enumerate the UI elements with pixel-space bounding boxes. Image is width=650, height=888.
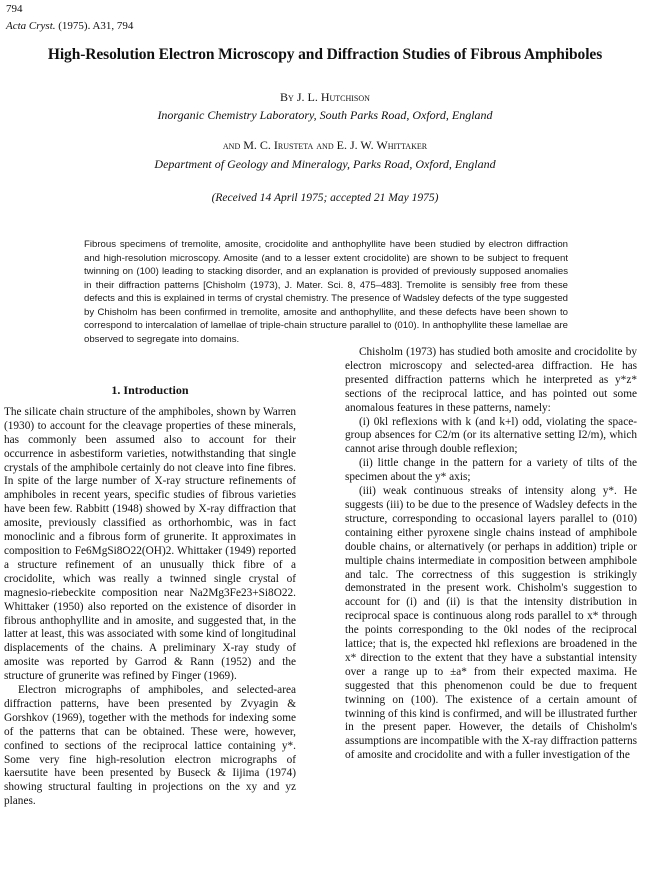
paper-title: High-Resolution Electron Microscopy and Diffraction Studies of Fibrous Amphiboles	[47, 46, 603, 63]
journal-name: Acta Cryst.	[6, 20, 56, 32]
paragraph: Electron micrographs of amphiboles, and selected-area diffraction patterns, have been presented by Zvyagin & Gorshkov (1969), together with the methods for indexing some of the patterns that can be obtained. These were, however, confined to sections of the reciprocal lattice containing y*. Some very fine high-resolution electron micrographs of kaersutite have been presented by Buseck & Iijima (1974) showing structural faulting in projections on the xy and yz planes.	[4, 684, 296, 808]
received-dates: (Received 14 April 1975; accepted 21 May 1975)	[211, 192, 439, 204]
paragraph: Chisholm (1973) has studied both amosite and crocidolite by electron microscopy and selected-area diffraction. He has presented diffraction patterns which he interpreted as y*z* sections of the reciprocal lattice, and has pointed out some anomalous features in these patterns, namely:	[345, 346, 637, 414]
author-names-2: M. C. Irusteta and E. J. W. Whittaker	[243, 138, 428, 152]
page-number: 794	[6, 3, 23, 15]
left-column	[4, 378, 296, 809]
journal-citation	[6, 20, 133, 32]
paragraph: The silicate chain structure of the amphiboles, shown by Warren (1930) to account for the cleavage properties of these minerals, has commonly been assumed also to account for their occurrence in asbestiform varieties, notwithstanding that single crystals of the amphibole certainly do not cleave into fine fibres. In spite of the large number of X-ray structure refinements of amphiboles in recent years, specific studies of fibrous varieties have been few. Rabbitt (1948) showed by X-ray diffraction that amosite, previously classified as orthorhombic, was in fact monoclinic and a fibrous form of grunerite. It approximates in composition to Fe6MgSi8O22(OH)2. Whittaker (1949) reported a structure refinement of an unusually thick fibre of a crocidolite, which was really a twinned single crystal of magnesio-riebeckite composition near Na2Mg3Fe23+Si8O22. Whittaker (1950) also reported on the existence of disorder in fibrous anthophyllite and in amosite, and suggested that, in the latter at least, this was associated with some kind of longitudinal displacements of the chains. A preliminary X-ray study of amosite was reported by Garrod & Rann (1952) and the structure of grunerite was refined by Finger (1969).	[4, 405, 296, 683]
section-heading-introduction: 1. Introduction	[111, 383, 189, 397]
author-line-2	[0, 138, 650, 153]
abstract: Fibrous specimens of tremolite, amosite, crocidolite and anthophyllite have been studied by electron diffraction and high-resolution microscopy. Amosite (and to a lesser extent crocidolite) are shown to be subject to frequent twinning on (100) leading to stacking disorder, and an explanation is provided of previously supposed anomalies in their diffraction patterns [Chisholm (1973), J. Mater. Sci. 8, 475–483]. Tremolite is sensibly free from these defects and this is explained in terms of crystal chemistry. The presence of Wadsley defects of the type suggested by Chisholm has been confirmed in tremolite, amosite and anthophyllite, and these defects have been shown to correspond to intercalation of lamellae of triple-chain structure parallel to (010). In anthophyllite these lamellae are observed to segregate into domains.	[84, 239, 568, 345]
right-column	[345, 346, 637, 763]
list-item: (i) 0kl reflexions with k (and k+l) odd, violating the space-group absences for C2/m (or its alternative setting I2/m), which cannot arise through double reflexion;	[345, 415, 637, 456]
list-item: (iii) weak continuous streaks of intensity along y*. He suggests (iii) to be due to the presence of Wadsley defects in the structure, corresponding to occasional layers parallel to (010) containing either pyroxene single chains instead of amphibole double chains, or alternatively (or perhaps in addition) triple or multiple chains intermediate in composition between amphibole and talc. The correctness of this suggestion is strikingly demonstrated in the present work. Chisholm's suggestion to account for (i) and (ii) is that the intensity distribution in reciprocal space is continuous along rods parallel to x* through the points corresponding to the 0kl nodes of the reciprocal lattice; that is, the expected hkl reflexions are broadened in the x* direction to the extent that they have a substantial intensity over a range up to ±a* from their expected maxima. He suggested that this phenomenon could be due to frequent twinning on (100). The existence of a certain amount of twinning of this kind is confirmed, and will be illustrated further in the present paper. However, the details of Chisholm's assumptions are incompatible with the X-ray diffraction patterns of amosite and crocidolite and with a fuller investigation of the	[345, 485, 637, 762]
affiliation-1: Inorganic Chemistry Laboratory, South Parks Road, Oxford, England	[157, 108, 493, 122]
affiliation-2: Department of Geology and Mineralogy, Parks Road, Oxford, England	[154, 157, 496, 171]
citation-details: (1975). A31, 794	[55, 20, 134, 32]
list-item: (ii) little change in the pattern for a variety of tilts of the specimen about the y* axis;	[345, 457, 637, 484]
author-prefix-2: and	[222, 138, 244, 152]
author-line-1	[0, 90, 650, 105]
author-prefix-1: By	[280, 90, 297, 104]
author-name-1: J. L. Hutchison	[296, 90, 370, 104]
